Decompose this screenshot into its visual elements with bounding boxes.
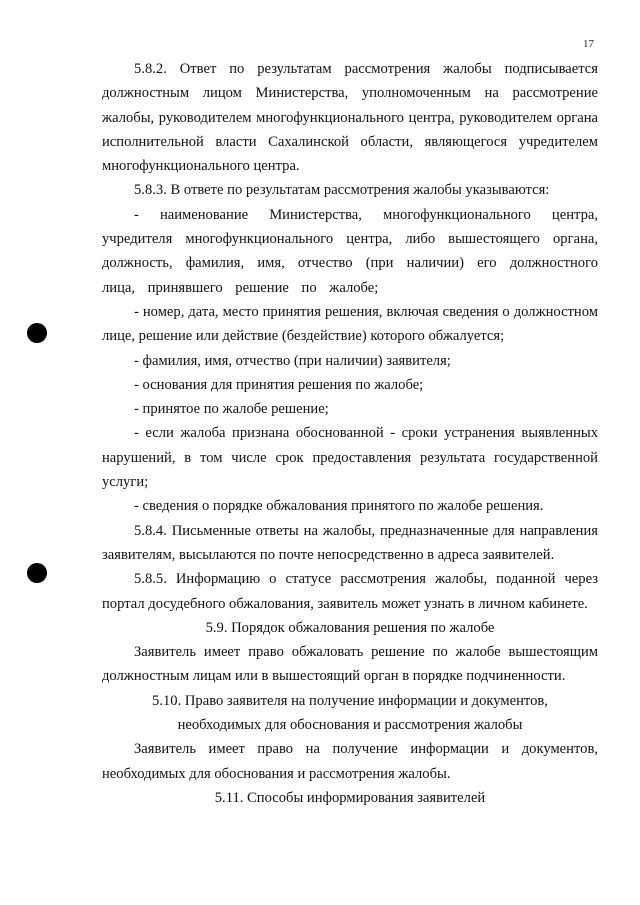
list-item: - принятое по жалобе решение; — [134, 401, 329, 418]
paragraph-5-9: Заявитель имеет право обжаловать решение по жалобе вышестоящим должностным лицам или в вышестоящий орган в порядке подчиненности. — [102, 644, 598, 685]
page-number: 17 — [583, 38, 594, 50]
paragraph-5-8-2: 5.8.2. Ответ по результатам рассмотрения жалобы подписывается должностным лицом Министерства, уполномоченным на рассмотрение жалобы, руководителем многофункционального центра, руководителем органа исполнительной власти Сахалинской области, являющегося учредителем многофункционального центра. — [102, 61, 598, 175]
paragraph-5-10: Заявитель имеет право на получение информации и документов, необходимых для обоснования и рассмотрения жалобы. — [102, 741, 598, 782]
section-heading-5-11: 5.11. Способы информирования заявителей — [214, 789, 486, 806]
section-heading-5-10: 5.10. Право заявителя на получение информации и документов, — [152, 692, 548, 709]
punch-hole — [27, 323, 47, 343]
document-body — [102, 57, 598, 810]
list-item: - наименование Министерства, многофункционального центра, учредителя многофункционального центра, либо вышестоящего органа, должность, фамилия, имя, отчество (при наличии) его должностного лица, принявшего решение по жалобе; — [102, 206, 598, 296]
section-heading-5-10-cont: необходимых для обоснования и рассмотрения жалобы — [177, 717, 523, 734]
punch-hole — [27, 563, 47, 583]
list-item: - основания для принятия решения по жалобе; — [134, 376, 424, 393]
list-item: - номер, дата, место принятия решения, включая сведения о должностном лице, решение или действие (бездействие) которого обжалуется; — [102, 303, 598, 345]
list-item: - фамилия, имя, отчество (при наличии) заявителя; — [134, 352, 451, 369]
list-item: - сведения о порядке обжалования принятого по жалобе решения. — [134, 498, 544, 515]
paragraph-5-8-3: 5.8.3. В ответе по результатам рассмотрения жалобы указываются: — [134, 182, 550, 199]
paragraph-5-8-5: 5.8.5. Информацию о статусе рассмотрения жалобы, поданной через портал досудебного обжалования, заявитель может узнать в личном кабинете. — [102, 571, 598, 612]
section-heading-5-9: 5.9. Порядок обжалования решения по жалобе — [205, 619, 495, 636]
list-item: - если жалоба признана обоснованной - сроки устранения выявленных нарушений, в том числе срок предоставления результата государственной услуги; — [102, 425, 598, 491]
paragraph-5-8-4: 5.8.4. Письменные ответы на жалобы, предназначенные для направления заявителям, высылаются по почте непосредственно в адреса заявителей. — [102, 522, 598, 563]
